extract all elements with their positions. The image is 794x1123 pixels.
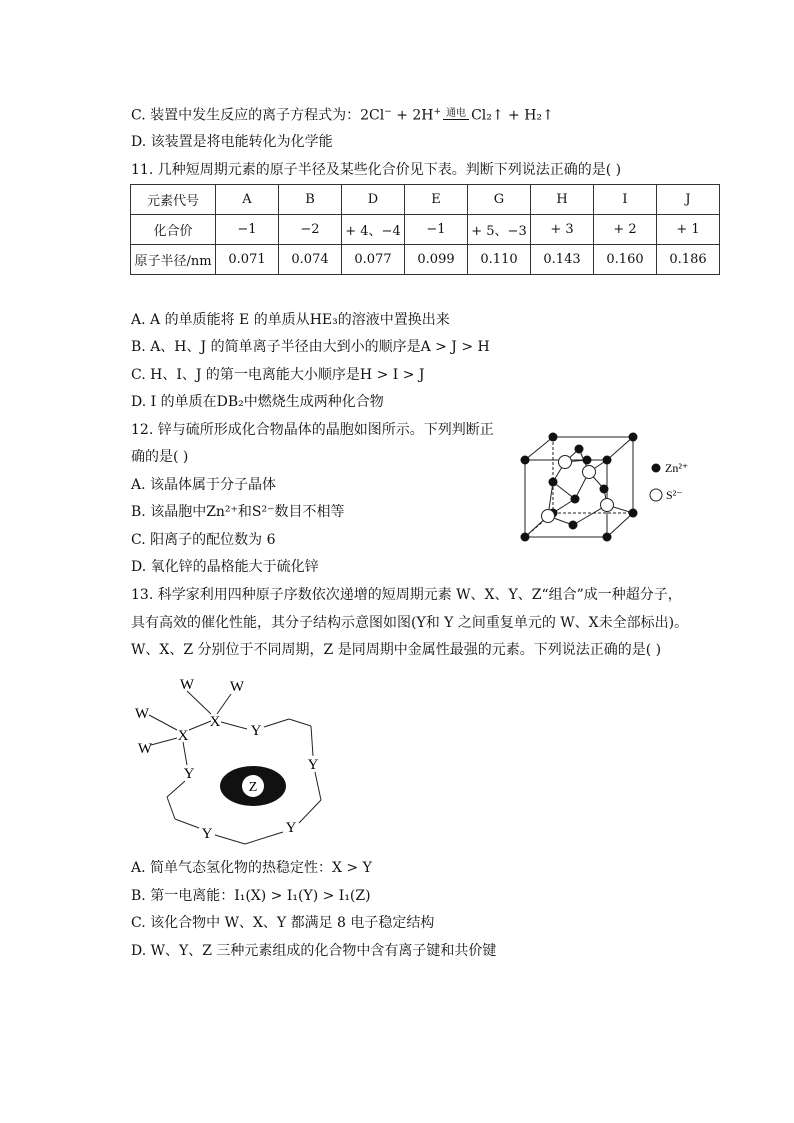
table-cell: + 5、−3 — [468, 215, 531, 245]
legend-s-label: S²⁻ — [666, 488, 683, 502]
table-cell: 0.143 — [531, 245, 594, 275]
table-cell: E — [405, 185, 468, 215]
table-cell: 0.186 — [657, 245, 720, 275]
table-row — [131, 215, 720, 245]
table-cell: 0.074 — [279, 245, 342, 275]
q12-option-d: D. 氧化锌的晶格能大于硫化锌 — [131, 559, 319, 575]
q13-option-d: D. W、Y、Z 三种元素组成的化合物中含有离子键和共价键 — [131, 943, 497, 959]
table-cell: 0.160 — [594, 245, 657, 275]
legend-zn-label: Zn²⁺ — [665, 461, 689, 475]
q12-stem-line1: 12. 锌与硫所形成化合物晶体的晶胞如图所示。下列判断正 — [131, 422, 494, 438]
supramolecule-figure — [125, 672, 375, 852]
table-cell: −1 — [405, 215, 468, 245]
atom-x: X — [209, 714, 221, 730]
q13-option-b: B. 第一电离能：I₁(X) > I₁(Y) > I₁(Z) — [131, 888, 371, 904]
table-cell: 0.110 — [468, 245, 531, 275]
atom-labels — [135, 677, 319, 842]
table-cell: + 4、−4 — [342, 215, 405, 245]
q13-stem-line3: W、X、Z 分别位于不同周期，Z 是同周期中金属性最强的元素。下列说法正确的是( ) — [131, 642, 662, 658]
table-cell: −2 — [279, 215, 342, 245]
q13-option-a: A. 简单气态氢化物的热稳定性：X > Y — [131, 860, 372, 876]
atom-y: Y — [183, 766, 195, 782]
table-cell: D — [342, 185, 405, 215]
table-header-row — [131, 185, 720, 215]
atom-w: W — [134, 706, 150, 722]
q12-option-c: C. 阳离子的配位数为 6 — [131, 532, 276, 548]
q10-option-d: D. 该装置是将电能转化为化学能 — [131, 134, 333, 150]
atom-y: Y — [307, 757, 319, 773]
q11-option-c: C. H、I、J 的第一电离能大小顺序是H > I > J — [131, 367, 425, 383]
bond-lines — [525, 449, 633, 537]
q11-option-d: D. I 的单质在DB₂中燃烧生成两种化合物 — [131, 394, 384, 410]
q12-option-a: A. 该晶体属于分子晶体 — [131, 477, 277, 493]
legend-zn-marker — [652, 464, 661, 473]
q12-option-b: B. 该晶胞中Zn²⁺和S²⁻数目不相等 — [131, 504, 345, 520]
table-cell: −1 — [216, 215, 279, 245]
zns-unit-cell-figure — [515, 425, 715, 550]
atom-w: W — [179, 677, 195, 693]
reaction-condition: 通电 — [443, 109, 469, 120]
atom-y: Y — [285, 820, 297, 836]
q13-stem-line2: 具有高效的催化性能，其分子结构示意图如图(Y和 Y 之间重复单元的 W、X未全部标出)。 — [131, 615, 689, 631]
table-cell: 0.071 — [216, 245, 279, 275]
table-cell: G — [468, 185, 531, 215]
table-cell: J — [657, 185, 720, 215]
table-cell: 元素代号 — [131, 185, 216, 215]
table-cell: I — [594, 185, 657, 215]
table-row — [131, 245, 720, 275]
element-table — [130, 184, 720, 275]
q11-option-a: A. A 的单质能将 E 的单质从HE₃的溶液中置换出来 — [131, 312, 450, 328]
q13-stem-line1: 13. 科学家利用四种原子序数依次递增的短周期元素 W、X、Y、Z“组合”成一种超分子， — [131, 587, 682, 603]
table-cell: 化合价 — [131, 215, 216, 245]
q13-option-c: C. 该化合物中 W、X、Y 都满足 8 电子稳定结构 — [131, 915, 435, 931]
atom-y: Y — [250, 723, 262, 739]
atom-w: W — [229, 679, 245, 695]
q11-option-b: B. A、H、J 的简单离子半径由大到小的顺序是A > J > H — [131, 339, 490, 355]
table-cell: 0.099 — [405, 245, 468, 275]
table-cell: B — [279, 185, 342, 215]
atom-w: W — [137, 741, 153, 757]
table-cell: + 1 — [657, 215, 720, 245]
atom-y: Y — [201, 826, 213, 842]
legend-s-marker — [650, 489, 662, 501]
q12-stem-line2: 确的是( ) — [131, 449, 189, 465]
table-cell: H — [531, 185, 594, 215]
table-cell: + 2 — [594, 215, 657, 245]
q11-stem: 11. 几种短周期元素的原子半径及某些化合价见下表。判断下列说法正确的是( ) — [131, 162, 622, 178]
atom-x: X — [177, 728, 189, 744]
table-cell: + 3 — [531, 215, 594, 245]
table-cell: 原子半径/nm — [131, 245, 216, 275]
table-cell: 0.077 — [342, 245, 405, 275]
q10-option-c: C. 装置中发生反应的离子方程式为：2Cl− + 2H+ 通电 Cl₂↑ + H₂↑ — [131, 107, 554, 124]
atom-z: Z — [248, 780, 258, 795]
table-cell: A — [216, 185, 279, 215]
